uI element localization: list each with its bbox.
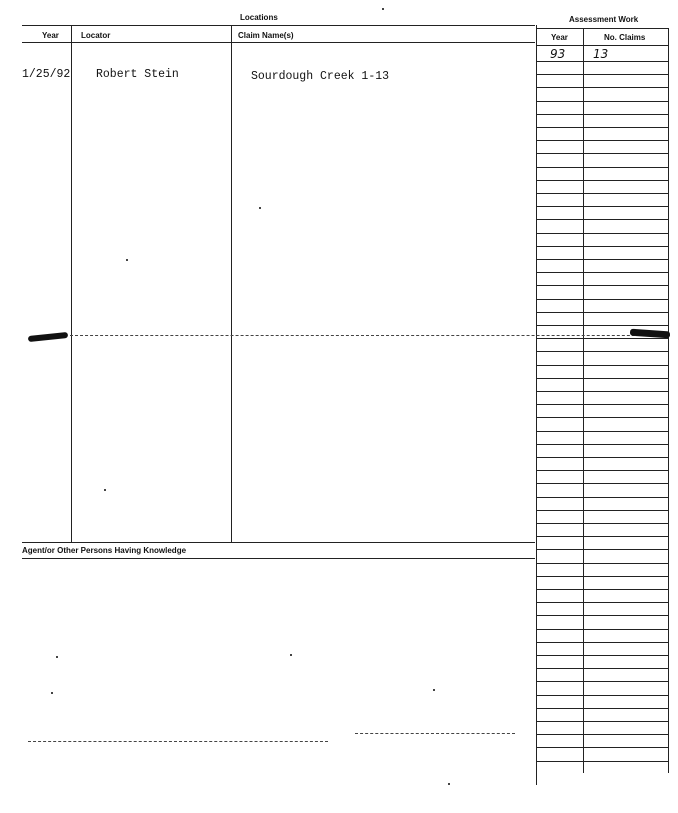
assessment-row-line — [537, 365, 668, 366]
column-header-underline-left — [22, 42, 535, 43]
assessment-row-line — [537, 140, 668, 141]
assessment-row-line — [537, 299, 668, 300]
assessment-row-line — [537, 101, 668, 102]
aw-year-column-header: Year — [551, 33, 568, 42]
location-date: 1/25/92 — [22, 68, 71, 81]
assessment-row-line — [537, 325, 668, 326]
scan-speck — [56, 656, 58, 658]
assessment-row-line — [537, 285, 668, 286]
assessment-claims-value: 13 — [593, 47, 609, 61]
assessment-row-line — [537, 761, 668, 762]
assessment-row-line — [537, 615, 668, 616]
column-header-underline-right — [537, 45, 668, 46]
assessment-row-line — [537, 74, 668, 75]
assessment-row-line — [537, 180, 668, 181]
assessment-row-line — [537, 549, 668, 550]
assessment-row-line — [537, 127, 668, 128]
locator-column-header: Locator — [81, 31, 111, 40]
assessment-row-line — [537, 563, 668, 564]
assessment-row-line — [537, 391, 668, 392]
assessment-row-line — [537, 153, 668, 154]
top-rule-left — [22, 25, 535, 26]
assessment-row-line — [537, 523, 668, 524]
fold-mark-right — [630, 329, 670, 339]
locations-bottom-rule — [22, 542, 535, 543]
assessment-row-line — [537, 576, 668, 577]
bottom-rule-mid — [355, 733, 515, 734]
assessment-row-line — [537, 681, 668, 682]
assessment-row-line — [537, 61, 668, 62]
assessment-row-line — [537, 470, 668, 471]
assessment-row-line — [537, 642, 668, 643]
assessment-row-line — [537, 417, 668, 418]
assessment-row-line — [537, 246, 668, 247]
locator-name: Robert Stein — [96, 68, 179, 81]
assessment-row-line — [537, 668, 668, 669]
scan-speck — [448, 783, 450, 785]
assessment-row-line — [537, 483, 668, 484]
assessment-row-line — [537, 589, 668, 590]
claim-names-column-header: Claim Name(s) — [238, 31, 294, 40]
assessment-row-line — [537, 444, 668, 445]
scan-speck — [259, 207, 261, 209]
assessment-row-line — [537, 233, 668, 234]
assessment-row-line — [537, 219, 668, 220]
assessment-row-line — [537, 87, 668, 88]
agent-header-underline — [22, 558, 535, 559]
assessment-row-line — [537, 338, 668, 339]
assessment-row-line — [537, 272, 668, 273]
assessment-row-line — [537, 431, 668, 432]
scan-speck — [104, 489, 106, 491]
assessment-work-header: Assessment Work — [569, 15, 639, 24]
assessment-row-line — [537, 695, 668, 696]
locations-header: Locations — [240, 13, 278, 22]
assessment-right-border — [668, 28, 669, 773]
assessment-row-line — [537, 404, 668, 405]
assessment-row-line — [537, 510, 668, 511]
assessment-row-line — [537, 167, 668, 168]
claim-name: Sourdough Creek 1-13 — [251, 70, 390, 83]
no-claims-column-header: No. Claims — [604, 33, 646, 42]
agent-section-header: Agent/or Other Persons Having Knowledge — [22, 546, 187, 555]
assessment-row-line — [537, 457, 668, 458]
top-rule-right — [537, 28, 668, 29]
assessment-row-line — [537, 629, 668, 630]
assessment-row-line — [537, 734, 668, 735]
assessment-row-line — [537, 747, 668, 748]
scan-speck — [51, 692, 53, 694]
assessment-row-line — [537, 721, 668, 722]
assessment-row-line — [537, 312, 668, 313]
assessment-row-line — [537, 259, 668, 260]
assessment-row-line — [537, 351, 668, 352]
assessment-row-line — [537, 708, 668, 709]
year-locator-divider — [71, 25, 72, 543]
assessment-row-line — [537, 114, 668, 115]
assessment-year-value: 93 — [550, 47, 566, 61]
year-column-header: Year — [42, 31, 59, 40]
scan-speck — [126, 259, 128, 261]
locator-claim-divider — [231, 25, 232, 543]
assessment-row-line — [537, 602, 668, 603]
bottom-rule-left — [28, 741, 328, 742]
assessment-row-line — [537, 655, 668, 656]
assessment-row-line — [537, 206, 668, 207]
assessment-row-line — [537, 497, 668, 498]
assessment-row-line — [537, 193, 668, 194]
assessment-row-line — [537, 536, 668, 537]
scan-speck — [290, 654, 292, 656]
fold-mark-left — [28, 332, 68, 342]
assessment-row-line — [537, 378, 668, 379]
fold-line — [70, 335, 670, 336]
scan-speck — [382, 8, 384, 10]
assessment-left-border — [536, 25, 537, 785]
scan-speck — [433, 689, 435, 691]
